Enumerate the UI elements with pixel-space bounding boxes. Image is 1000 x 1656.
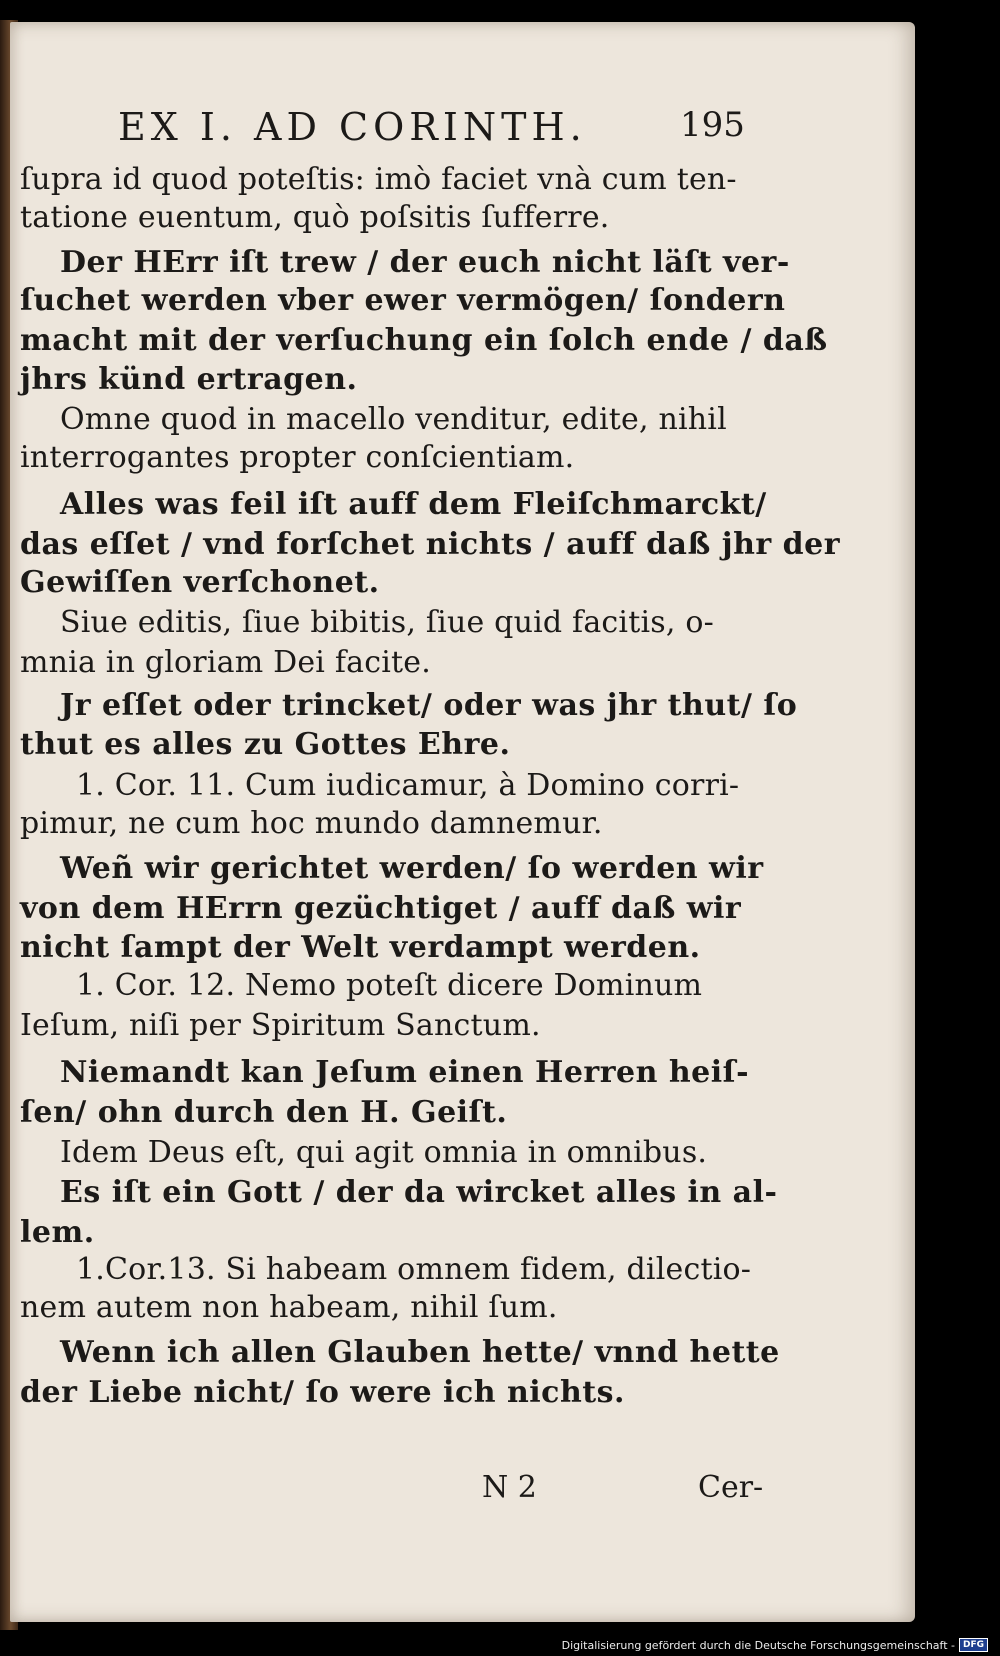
running-head: EX I. AD CORINTH. (118, 105, 587, 149)
text-line: 1. Cor. 12. Nemo poteſt dicere Dominum (76, 968, 703, 1003)
text-line: pimur, ne cum hoc mundo damnemur. (20, 806, 603, 841)
text-line: Gewiſſen verſchonet. (20, 565, 380, 600)
text-line: das eſſet / vnd forſchet nichts / auff daß jhr der (20, 527, 841, 562)
text-line: der Liebe nicht/ ſo were ich nichts. (20, 1375, 625, 1410)
digitization-credit (562, 1638, 988, 1652)
text-line: tatione euentum, quò poſsitis ſufferre. (20, 200, 610, 235)
text-line: Weñ wir gerichtet werden/ ſo werden wir (60, 851, 764, 886)
text-line: Niemandt kan Jeſum einen Herren heiſ- (60, 1055, 750, 1090)
text-line: von dem HErrn gezüchtiget / auff daß wir (20, 891, 742, 926)
text-line: nicht ſampt der Welt verdampt werden. (20, 930, 701, 965)
text-line: lem. (20, 1215, 95, 1250)
text-line: Wenn ich allen Glauben hette/ vnnd hette (60, 1335, 780, 1370)
text-line: Ieſum, niſi per Spiritum Sanctum. (20, 1008, 541, 1043)
text-line: 1.Cor.13. Si habeam omnem fidem, dilectio- (76, 1252, 752, 1287)
text-line: Der HErr iſt trew / der euch nicht läſt ver- (60, 245, 790, 280)
credit-text: Digitalisierung gefördert durch die Deutsche Forschungsgemeinschaft - (561, 1638, 955, 1652)
text-line: nem autem non habeam, nihil ſum. (20, 1290, 558, 1325)
text-line: ſuchet werden vber ewer vermögen/ ſondern (20, 283, 786, 318)
signature-mark: N 2 (482, 1470, 537, 1505)
text-line: Jr eſſet oder trincket/ oder was jhr thut/ ſo (60, 688, 798, 723)
text-line: Siue editis, ſiue bibitis, ſiue quid facitis, o- (60, 605, 714, 640)
text-line: Alles was feil iſt auff dem Fleiſchmarckt/ (60, 487, 767, 522)
dfg-logo: DFG (959, 1638, 988, 1652)
text-line: macht mit der verſuchung ein ſolch ende / daß (20, 323, 828, 358)
text-line: Omne quod in macello venditur, edite, nihil (60, 402, 727, 437)
text-line: ſupra id quod poteſtis: imò faciet vnà cum ten- (20, 162, 737, 197)
text-line: Idem Deus eſt, qui agit omnia in omnibus. (60, 1135, 708, 1170)
page-number: 195 (680, 105, 745, 145)
text-line: interrogantes propter conſcientiam. (20, 440, 575, 475)
text-line: ſen/ ohn durch den H. Geiſt. (20, 1095, 508, 1130)
text-line: jhrs künd ertragen. (20, 362, 358, 397)
text-line: 1. Cor. 11. Cum iudicamur, à Domino corri- (76, 768, 740, 803)
catchword: Cer- (698, 1470, 764, 1505)
text-line: Es iſt ein Gott / der da wircket alles in al- (60, 1175, 778, 1210)
text-line: thut es alles zu Gottes Ehre. (20, 727, 511, 762)
text-line: mnia in gloriam Dei facite. (20, 645, 431, 680)
